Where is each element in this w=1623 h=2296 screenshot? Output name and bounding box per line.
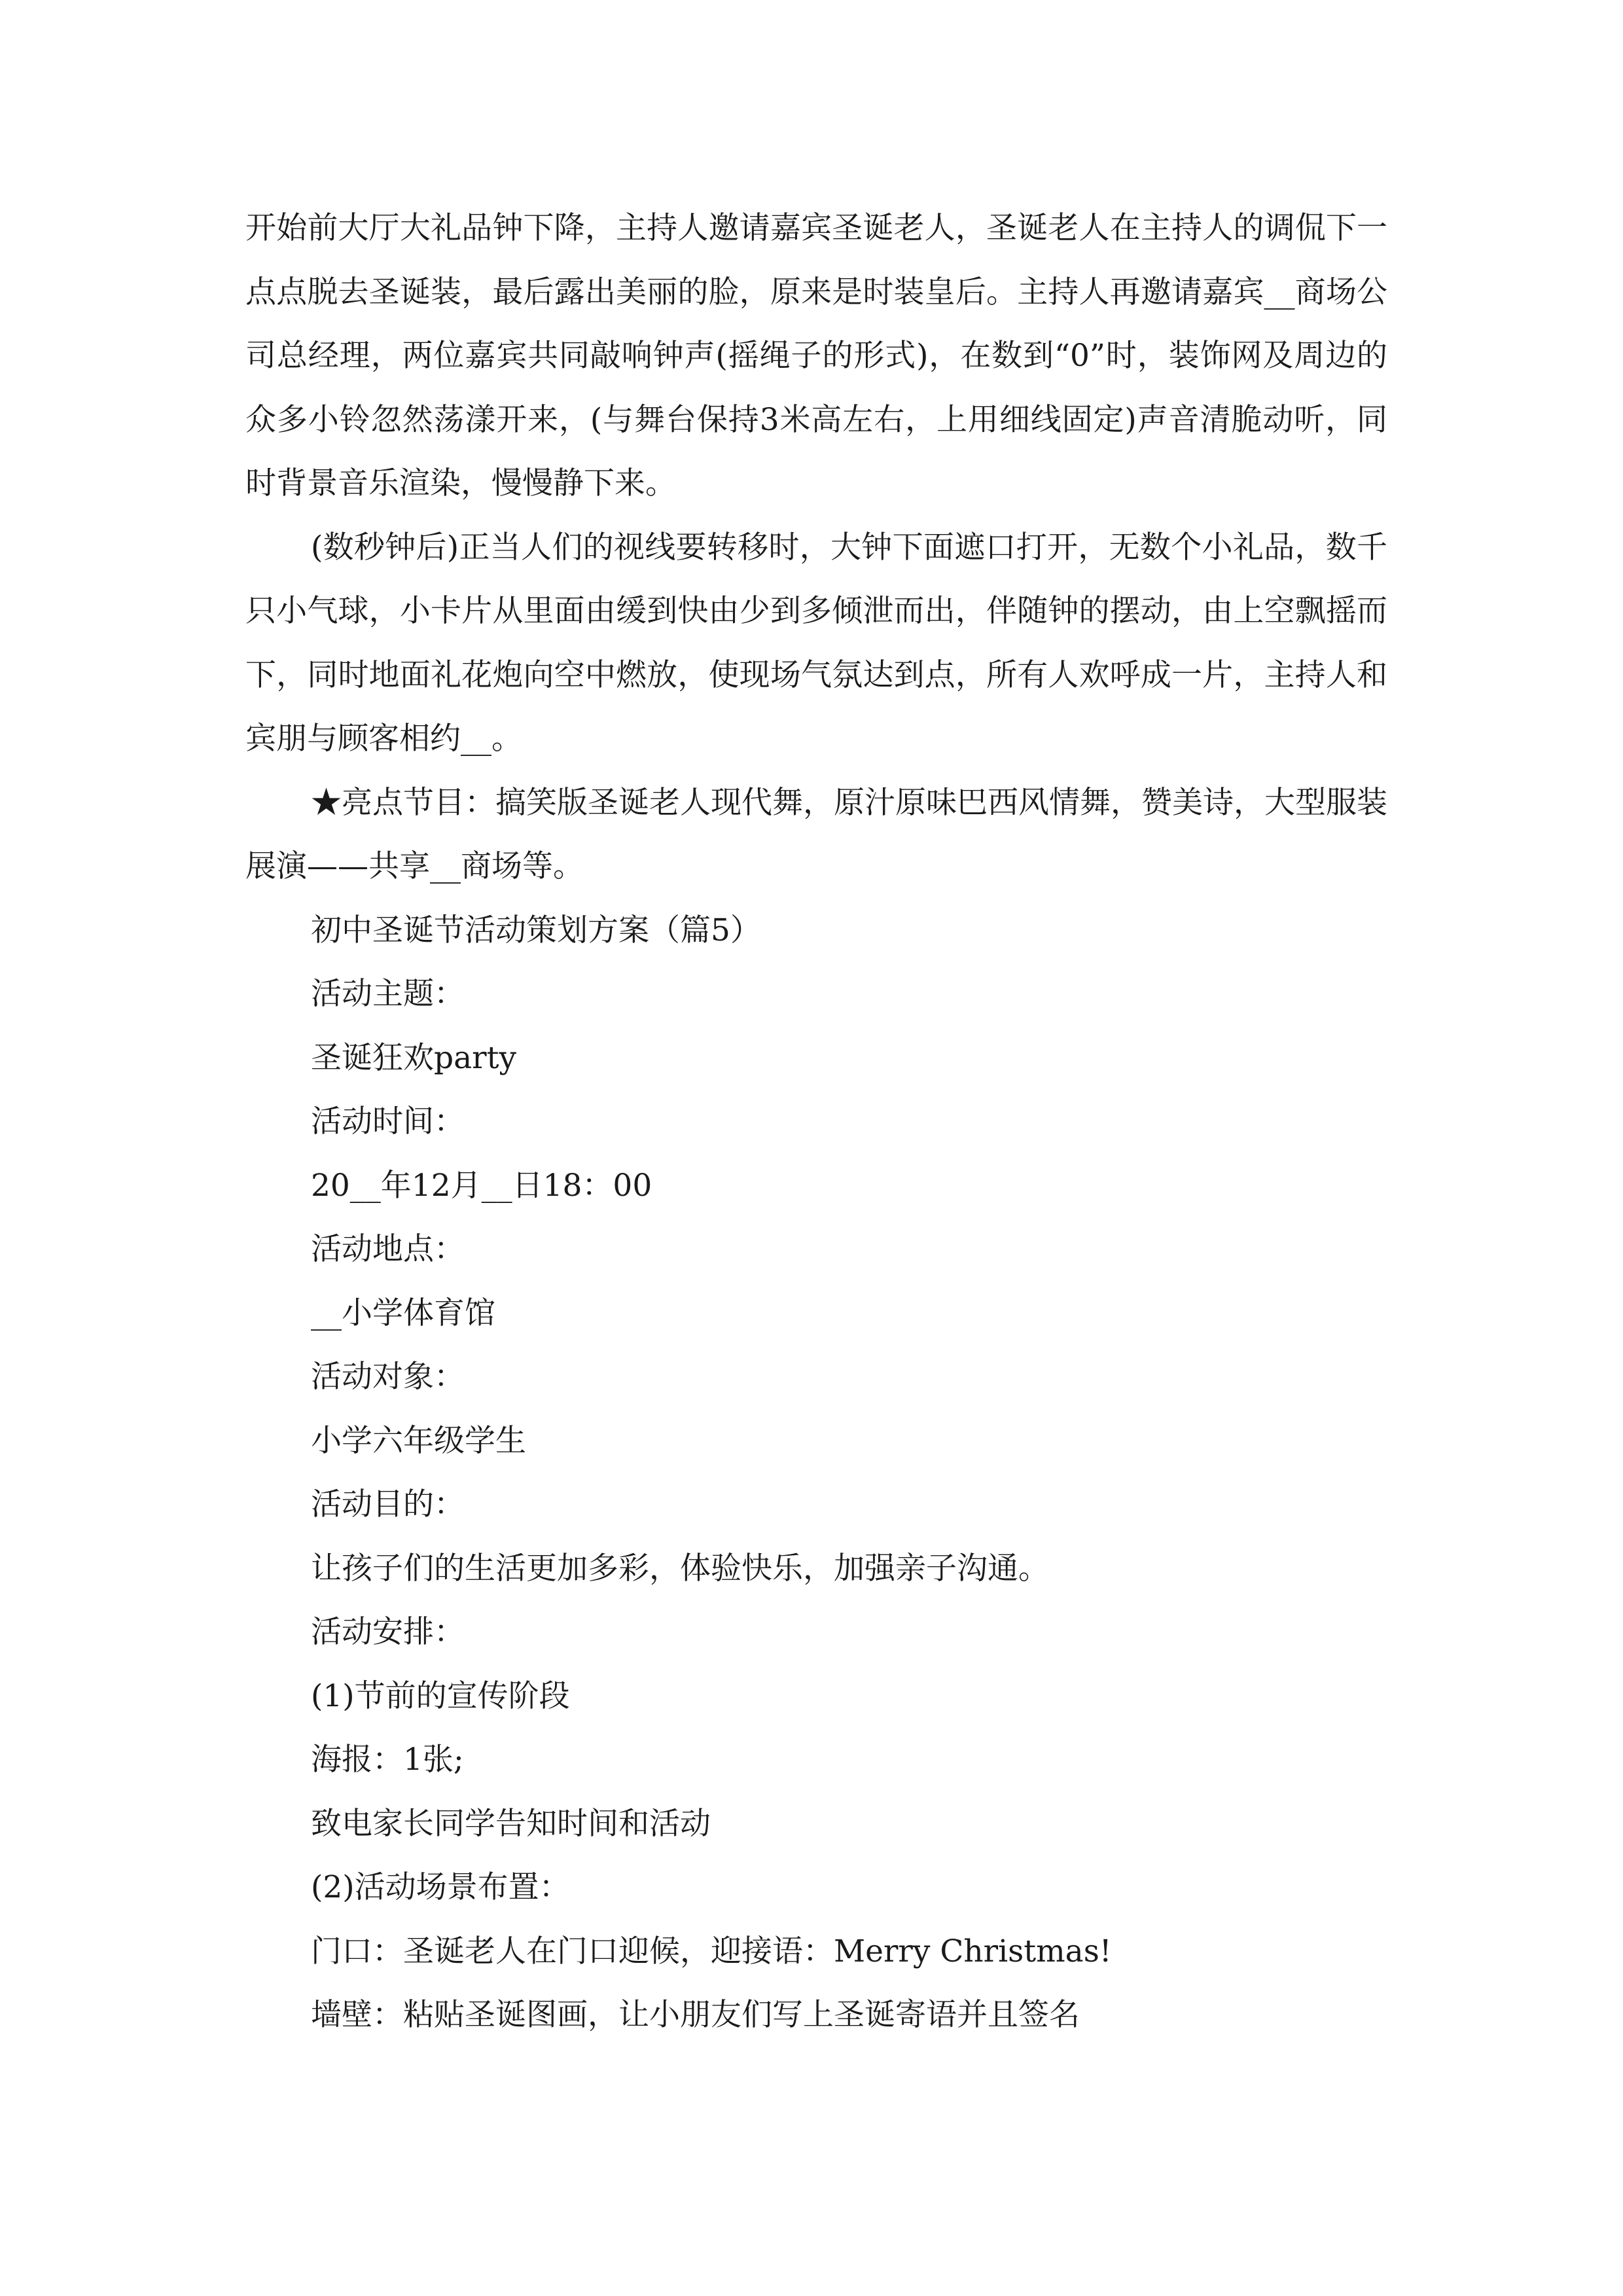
time-value: 20__年12月__日18：00 — [311, 1167, 652, 1204]
purpose-value: 让孩子们的生活更加多彩，体验快乐，加强亲子沟通。 — [311, 1550, 1049, 1587]
arrangement-label: 活动安排： — [311, 1614, 465, 1650]
purpose-label: 活动目的： — [311, 1486, 465, 1522]
paragraph-gift-release: (数秒钟后)正当人们的视线要转移时，大钟下面遮口打开，无数个小礼品，数千只小气球，小卡片从里面由缓到快由少到多倾泄而出，伴随钟的摆动，由上空飘摇而下，同时地面礼花炮向空中燃放，使现场气氛达到点，所有人欢呼成一片，主持人和宾朋与顾客相约__。 — [245, 529, 1387, 757]
location-value: __小学体育馆 — [311, 1295, 495, 1331]
theme-label: 活动主题： — [311, 976, 465, 1012]
notify-item: 致电家长同学告知时间和活动 — [311, 1805, 711, 1842]
wall-item: 墙壁：粘贴圣诞图画，让小朋友们写上圣诞寄语并且签名 — [311, 1997, 1080, 2033]
location-label: 活动地点： — [311, 1231, 465, 1267]
entrance-item: 门口：圣诞老人在门口迎候，迎接语：Merry Christmas! — [311, 1933, 1112, 1969]
audience-label: 活动对象： — [311, 1359, 465, 1395]
theme-value: 圣诞狂欢party — [311, 1039, 517, 1076]
paragraph-opening-ceremony: 开始前大厅大礼品钟下降，主持人邀请嘉宾圣诞老人，圣诞老人在主持人的调侃下一点点脱去圣诞装，最后露出美丽的脸，原来是时装皇后。主持人再邀请嘉宾__商场公司总经理，两位嘉宾共同敲响钟声(摇绳子的形式)，在数到“0”时，装饰网及周边的众多小铃忽然荡漾开来，(与舞台保持3米高左右，上用细线固定)声音清脆动听，同时背景音乐渲染，慢慢静下来。 — [245, 210, 1387, 501]
arrangement-step-2: (2)活动场景布置： — [311, 1869, 570, 1905]
poster-item: 海报：1张; — [311, 1742, 464, 1778]
section-title: 初中圣诞节活动策划方案（篇5） — [311, 912, 761, 948]
arrangement-step-1: (1)节前的宣传阶段 — [311, 1677, 570, 1714]
paragraph-highlight-programs: ★亮点节目：搞笑版圣诞老人现代舞，原汁原味巴西风情舞，赞美诗，大型服装展演——共享__商场等。 — [245, 784, 1387, 884]
document-page — [245, 196, 1387, 2047]
audience-value: 小学六年级学生 — [311, 1422, 526, 1459]
time-label: 活动时间： — [311, 1103, 465, 1139]
